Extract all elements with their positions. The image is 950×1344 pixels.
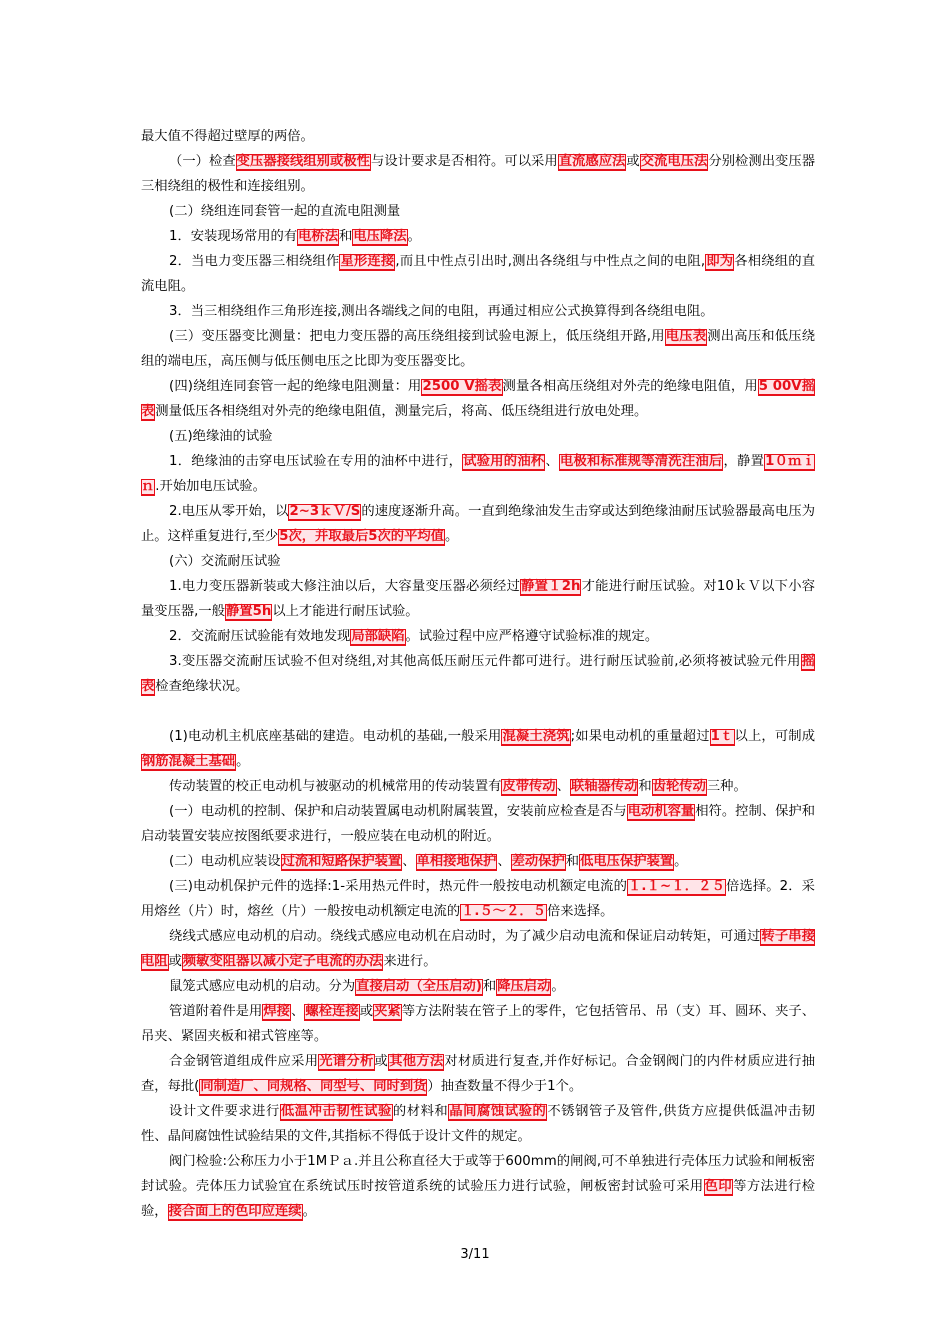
text-run: 合金钢管道组成件应采用: [169, 1054, 319, 1069]
highlighted-term: 1０ｍｉｎ: [141, 454, 816, 494]
text-run: 、: [291, 1004, 305, 1019]
text-run: (四)绕组连同套管一起的绝缘电阻测量：用: [169, 379, 422, 394]
highlighted-term: 2500 V摇表: [422, 379, 502, 394]
paragraph: [141, 999, 815, 1049]
text-run: 相符。控制、保护和启动装置安装应按图纸要求进行，一般应装在电动机的附近。: [141, 804, 816, 844]
highlighted-term: 电压表: [665, 329, 707, 344]
highlighted-term: 差动保护: [511, 854, 565, 869]
highlighted-term: 5次，并取最后5次的平均值: [279, 529, 444, 544]
text-run: 来进行。: [383, 954, 437, 969]
paragraph: [141, 249, 815, 299]
highlighted-term: １.５～２．５: [461, 904, 546, 919]
highlighted-term: 螺栓连接: [305, 1004, 359, 1019]
text-run: 。: [236, 754, 250, 769]
paragraph: [141, 424, 815, 449]
text-run: ;如果电动机的重量超过: [570, 729, 710, 744]
page-number: 3/11: [460, 1247, 490, 1262]
text-run: 和: [339, 229, 353, 244]
text-run: (三）变压器变比测量：把电力变压器的高压绕组接到试验电源上，低压绕组开路,用: [169, 329, 665, 344]
paragraph: [141, 199, 815, 224]
paragraph: [141, 1049, 815, 1099]
text-run: 1．绝缘油的击穿电压试验在专用的油杯中进行，: [169, 454, 463, 469]
text-run: 和: [482, 979, 497, 994]
text-run: 测量低压各相绕组对外壳的绝缘电阻值，测量完后，将高、低压绕组进行放电处理。: [155, 404, 648, 419]
text-run: (1)电动机主机底座基础的建造。电动机的基础,一般采用: [169, 729, 502, 744]
highlighted-term: 直接启动（全压启动): [356, 979, 482, 994]
highlighted-term: 转子串接电阻: [141, 929, 816, 969]
highlighted-term: 夹紧: [374, 1004, 401, 1019]
highlighted-term: 晶间腐蚀试验的: [449, 1104, 547, 1119]
paragraph: [141, 724, 815, 774]
highlighted-term: 电极和标准规等清洗注油后: [559, 454, 723, 469]
text-run: 1.电力变压器新装或大修注油以后，大容量变压器必须经过: [169, 579, 521, 594]
text-run: 。: [674, 854, 688, 869]
text-run: 等方法进行检验，: [141, 1179, 816, 1219]
text-run: 或: [374, 1054, 389, 1069]
text-run: 绕线式感应电动机的启动。绕线式感应电动机在启动时，为了减少启动电流和保证启动转矩，可通过: [169, 929, 761, 944]
text-run: ，静置: [723, 454, 765, 469]
text-run: 的材料和: [392, 1104, 449, 1119]
text-run: (六）交流耐压试验: [169, 554, 281, 569]
highlighted-term: 电动机容量: [627, 804, 695, 819]
text-run: 3．当三相绕组作三角形连接,测出各端线之间的电阻，再通过相应公式换算得到各绕组电阻。: [169, 304, 714, 319]
highlighted-term: 直流感应法: [558, 154, 626, 169]
highlighted-term: 交流电压法: [640, 154, 708, 169]
paragraph: [141, 924, 815, 974]
document-body: [141, 124, 815, 1224]
highlighted-term: 电桥法: [298, 229, 339, 244]
paragraph: [141, 574, 815, 624]
paragraph: [141, 624, 815, 649]
highlighted-term: 频敏变阻器以减小定子电流的办法: [182, 954, 383, 969]
highlighted-term: 皮带传动: [502, 779, 556, 794]
text-run: 的速度逐渐升高。一直到绝缘油发生击穿或达到绝缘油耐压试验器最高电压为止。这样重复进行,至少: [141, 504, 815, 544]
text-run: 等方法附装在管子上的零件，它包括管吊、吊（支）耳、圆环、夹子、吊夹、紧固夹板和裙式管座等。: [141, 1004, 816, 1044]
text-run: (三)电动机保护元件的选择:1-采用热元件时，热元件一般按电动机额定电流的: [169, 879, 627, 894]
text-run: 3.变压器交流耐压试验不但对绕组,对其他高低压耐压元件都可进行。进行耐压试验前,必须将被试验元件用: [169, 654, 801, 669]
paragraph: [141, 499, 815, 549]
paragraph: [141, 224, 815, 249]
text-run: ）抽查数量不得少于1个。: [427, 1079, 583, 1094]
text-run: （一）检查: [169, 154, 236, 169]
highlighted-term: 变压器接线组别或极性: [236, 154, 371, 169]
text-run: 和: [638, 779, 652, 794]
highlighted-term: 即为: [706, 254, 734, 269]
text-run: 管道附着件是用: [169, 1004, 263, 1019]
paragraph: [141, 974, 815, 999]
text-run: 。试验过程中应严格遵守试验标准的规定。: [405, 629, 659, 644]
text-run: 。: [302, 1204, 316, 1219]
highlighted-term: 过流和短路保护装置: [281, 854, 402, 869]
highlighted-term: 齿轮传动: [652, 779, 706, 794]
highlighted-term: 同制造厂、同规格、同型号、同时到货: [200, 1079, 427, 1094]
text-run: 倍来选择。: [546, 904, 614, 919]
paragraph: [141, 874, 815, 924]
highlighted-term: 5 00V摇表: [141, 379, 816, 419]
paragraph-spacer: [141, 699, 815, 724]
text-run: 、: [556, 779, 570, 794]
text-run: .开始加电压试验。: [155, 479, 266, 494]
paragraph: [141, 449, 815, 499]
highlighted-term: 色印: [704, 1179, 733, 1194]
text-run: 不锈钢管子及管件,供货方应提供低温冲击韧性、晶间腐蚀性试验结果的文件,其指标不得低于设计文件的规定。: [141, 1104, 816, 1144]
highlighted-term: 混凝土浇筑: [502, 729, 570, 744]
text-run: 最大值不得超过壁厚的两倍。: [141, 129, 314, 144]
text-run: 检查绝缘状况。: [155, 679, 249, 694]
highlighted-term: １.１~１．２５: [628, 879, 725, 894]
text-run: 和: [565, 854, 580, 869]
text-run: 测量各相高压绕组对外壳的绝缘电阻值，用: [502, 379, 758, 394]
highlighted-term: 静置１2h: [521, 579, 581, 594]
text-run: 对材质进行复查,并作好标记。合金钢阀门的内件材质应进行抽查，每批(: [141, 1054, 816, 1094]
paragraph: [141, 324, 815, 374]
paragraph: [141, 1099, 815, 1149]
text-run: 2．交流耐压试验能有效地发现: [169, 629, 351, 644]
text-run: 分别检测出变压器三相绕组的极性和连接组别。: [141, 154, 816, 194]
text-run: 或: [626, 154, 640, 169]
text-run: 。: [444, 529, 459, 544]
highlighted-term: 其他方法: [389, 1054, 444, 1069]
text-run: 传动装置的校正电动机与被驱动的机械常用的传动装置有: [169, 779, 502, 794]
highlighted-term: 接合面上的色印应连续: [168, 1204, 302, 1219]
paragraph: [141, 849, 815, 874]
paragraph: [141, 149, 815, 199]
highlighted-term: 低电压保护装置: [580, 854, 674, 869]
highlighted-term: 光谱分析: [319, 1054, 374, 1069]
highlighted-term: 钢筋混凝土基础: [142, 754, 236, 769]
text-run: 设计文件要求进行: [169, 1104, 280, 1119]
text-run: 1．安装现场常用的有: [169, 229, 298, 244]
text-run: 2.电压从零开始，以: [169, 504, 289, 519]
text-run: 与设计要求是否相符。可以采用: [371, 154, 558, 169]
highlighted-term: 试验用的油杯: [463, 454, 545, 469]
text-run: 、: [497, 854, 511, 869]
highlighted-term: 星形连接: [340, 254, 395, 269]
text-run: (五)绝缘油的试验: [169, 429, 273, 444]
text-run: 倍选择。2．采用熔丝（片）时，熔丝（片）一般按电动机额定电流的: [141, 879, 815, 919]
text-run: (二）电动机应装设: [169, 854, 281, 869]
text-run: (二）绕组连同套管一起的直流电阻测量: [169, 204, 401, 219]
highlighted-term: 电压降法: [353, 229, 407, 244]
paragraph: [141, 299, 815, 324]
text-run: 三种。: [706, 779, 747, 794]
text-run: 或: [168, 954, 182, 969]
highlighted-term: 2~3ｋＶ/S: [289, 504, 361, 519]
text-run: 各相绕组的直流电阻。: [141, 254, 815, 294]
paragraph: [141, 124, 815, 149]
text-run: 2．当电力变压器三相绕组作: [169, 254, 340, 269]
text-run: 才能进行耐压试验。对10ｋＶ以下小容量变压器,一般: [141, 579, 816, 619]
text-run: 、: [545, 454, 559, 469]
highlighted-term: 焊接: [263, 1004, 291, 1019]
text-run: 以上，可制成: [734, 729, 816, 744]
highlighted-term: 单相接地保护: [416, 854, 497, 869]
paragraph: [141, 649, 815, 699]
text-run: 、: [402, 854, 416, 869]
highlighted-term: 1ｔ: [710, 729, 734, 744]
highlighted-term: 低温冲击韧性试验: [280, 1104, 392, 1119]
text-run: ,而且中性点引出时,测出各绕组与中性点之间的电阻,: [395, 254, 706, 269]
text-run: 。: [551, 979, 565, 994]
highlighted-term: 摇表: [141, 654, 815, 694]
text-run: (一）电动机的控制、保护和启动装置属电动机附属装置，安装前应检查是否与: [169, 804, 627, 819]
highlighted-term: 降压启动: [497, 979, 551, 994]
text-run: 或: [359, 1004, 374, 1019]
highlighted-term: 局部缺陷: [351, 629, 405, 644]
paragraph: [141, 374, 815, 424]
text-run: 测出高压和低压绕组的端电压，高压侧与低压侧电压之比即为变压器变比。: [141, 329, 816, 369]
text-run: 鼠笼式感应电动机的启动。分为: [169, 979, 356, 994]
text-run: 阀门检验:公称压力小于1MＰａ.并且公称直径大于或等于600mm的闸阀,可不单独进行壳体压力试验和闸板密封试验。壳体压力试验宜在系统试压时按管道系统的试验压力进行试验，闸板密封试验可采用: [141, 1154, 815, 1194]
text-run: 。: [407, 229, 421, 244]
text-run: 以上才能进行耐压试验。: [272, 604, 419, 619]
paragraph: [141, 1149, 815, 1224]
paragraph: [141, 549, 815, 574]
highlighted-term: 联轴器传动: [570, 779, 638, 794]
highlighted-term: 静置5h: [226, 604, 272, 619]
paragraph: [141, 799, 815, 849]
paragraph: [141, 774, 815, 799]
